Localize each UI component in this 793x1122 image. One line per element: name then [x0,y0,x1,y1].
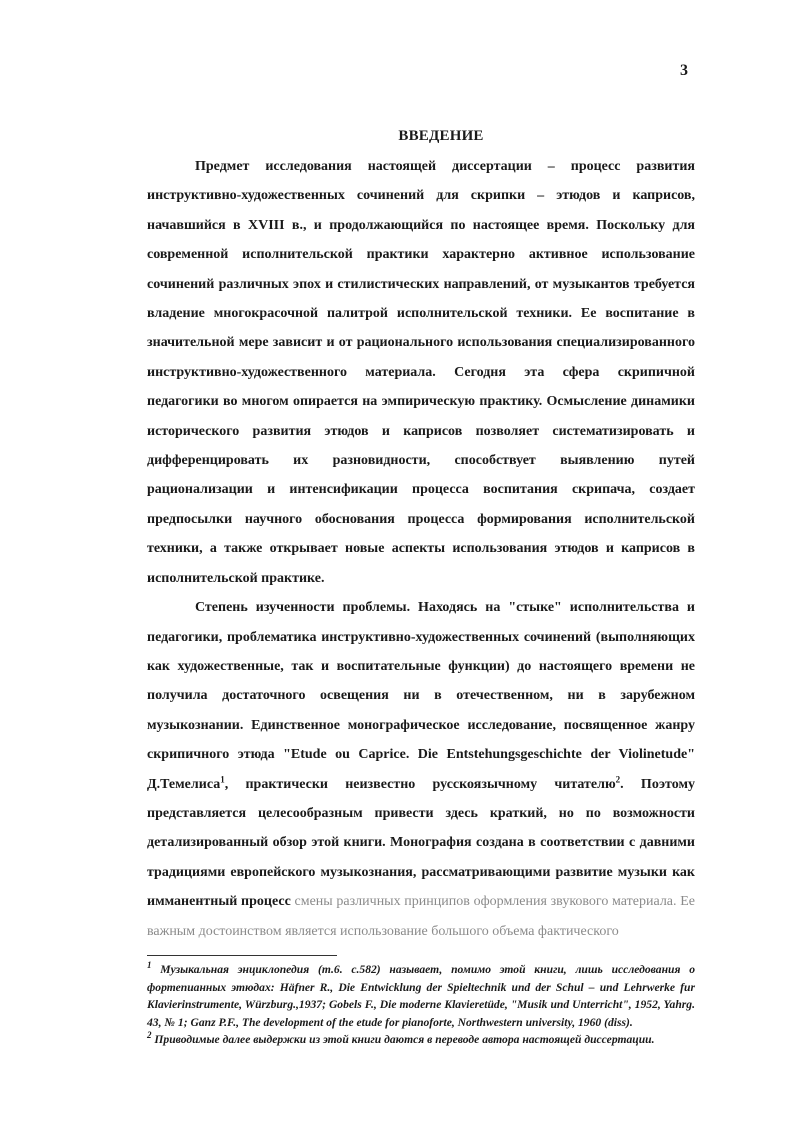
footnote-mark: 2 [147,1030,152,1041]
footnote [147,1031,695,1049]
footnote-ref: 1 [220,773,225,784]
footnote-ref: 2 [615,773,621,784]
footnote-divider [147,955,337,956]
paragraph-research-state [147,593,695,946]
paragraph-lead: Предмет исследования [195,159,352,174]
paragraph-text: Находясь на "стыке" исполнительства и педагогики, проблематика инструктивно-художественных сочинений (выполняющих как художественные, так и воспитательные функции) до настоящего времени не получила достаточного освещения ни в отечественном, ни в зарубежном музыкознании. Единственное монографическое исследование, посвященное жанру скрипичного этюда "Etude ou Caprice. Die Entstehungsgeschichte der Violinetude" Д.Темелиса [147,600,695,792]
footnote-mark: 1 [147,960,152,971]
paragraph-subject [147,152,695,593]
paragraph-text: . Поэтому представляется целесообразным привести здесь краткий, но по возможности детализированный обзор этой книги. Монография создана в соответствии с давними традициями европейского музыкознания, рассматривающими развитие музыки как имманентный процесс [147,776,695,910]
main-text [147,152,695,946]
paragraph-text: , практически неизвестно русскоязычному читателю [224,776,616,792]
paragraph-text: настоящей диссертации – процесс развития инструктивно-художественных сочинений для скрипки – этюдов и каприсов, начавшийся в XVIII в., и продолжающийся по настоящее время. Поскольку для современной исполнительской практики характерно активное использование сочинений различных эпох и стилистических направлений, от музыкантов требуется владение многокрасочной палитрой исполнительской техники. Ее воспитание в значительной мере зависит и от рационального использования специализированного инструктивно-художественного материала. Сегодня эта сфера скрипичной педагогики во многом опирается на эмпирическую практику. Осмысление динамики исторического развития этюдов и каприсов позволяет систематизировать и дифференцировать их разновидности, способствует выявлению путей рационализации и интенсификации процесса воспитания скрипача, создает предпосылки научного обоснования процесса формирования исполнительской техники, а также открывает новые аспекты использования этюдов и каприсов в исполнительской практике. [147,159,695,586]
page-number: 3 [680,62,688,79]
footnote-text: Приводимые далее выдержки из этой книги даются в переводе автора настоящей диссертации. [151,1033,655,1047]
footnote-text: Музыкальная энциклопедия (т.6. с.582) называет, помимо этой книги, лишь исследования о фортепианных этюдах: Häfner R., Die Entwicklung der Spieltechnik und der Schul – und Lehrwerke fur Klavierinstrumente, Würzburg.,1937; Gobels F., Die moderne Klavieretüde, "Musik und Unterricht", 1952, Yahrg. 43, № 1; Ganz P.F., The development of the etude for pianoforte, Northwestern university, 1960 (diss). [147,963,695,1029]
footnote [147,961,695,1031]
footnotes [147,961,695,1049]
paragraph-text-faded: смены различных принципов оформления звукового материала. Ее важным достоинством является использование большого объема фактического [147,894,695,939]
paragraph-lead: Степень изученности проблемы. [195,600,411,616]
section-title: ВВЕДЕНИЕ [398,128,484,144]
